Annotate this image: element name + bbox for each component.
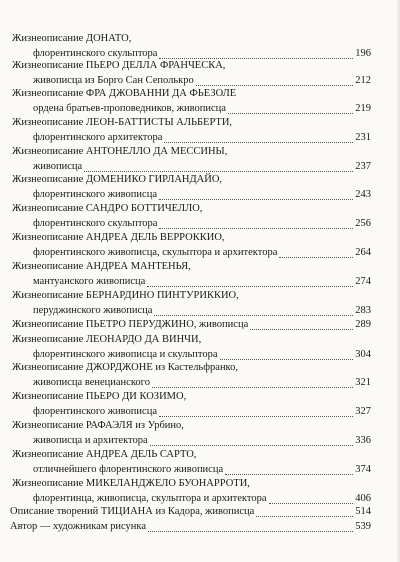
toc-entry-title: Жизнеописание ЛЕОН-БАТТИСТЫ АЛЬБЕРТИ,	[12, 117, 233, 128]
toc-entry-title: Жизнеописание ДОМЕНИКО ГИРЛАНДАЙО,	[12, 174, 223, 185]
dot-leader	[154, 315, 353, 316]
dot-leader	[159, 58, 353, 59]
toc-entry-subtitle: живописца из Борго Сан Сеполькро	[33, 75, 194, 86]
page-edge-shadow	[396, 0, 400, 562]
toc-entry-subtitle: флорентинца, живописца, скульптора и архитектора	[33, 493, 267, 504]
toc-entry-title: Жизнеописание ПЬЕРО ДЕЛЛА ФРАНЧЕСКА,	[12, 60, 226, 71]
toc-entry-title: Жизнеописание ФРА ДЖОВАННИ ДА ФЬЕЗОЛЕ	[12, 88, 237, 99]
toc-entry-subtitle: флорентинского архитектора	[33, 132, 163, 143]
dot-leader	[159, 228, 353, 229]
toc-entry-subtitle: мантуанского живописца	[33, 276, 146, 287]
toc-entry-title: Жизнеописание АНДРЕА ДЕЛЬ ВЕРРОККИО,	[12, 232, 225, 243]
toc-entry-title: Автор — художникам рисунка	[10, 521, 146, 532]
page-number: 219	[355, 103, 371, 114]
page-number: 321	[355, 377, 371, 388]
toc-entry-subtitle: флорентинского скульптора	[33, 48, 158, 59]
toc-entry-subtitle: живописца	[33, 161, 83, 172]
toc-entry-subtitle: ордена братьев-проповедников, живописца	[33, 103, 226, 114]
toc-entry-title: Жизнеописание ПЬЕТРО ПЕРУДЖИНО, живописца	[12, 319, 249, 330]
toc-entry-title: Жизнеописание АНТОНЕЛЛО ДА МЕССИНЫ,	[12, 146, 228, 157]
page-number: 514	[355, 506, 371, 517]
toc-entry-subtitle: флорентинского живописца	[33, 189, 157, 200]
toc-entry-subtitle: флорентинского живописца, скульптора и архитектора	[33, 247, 278, 258]
toc-entry-title: Жизнеописание ЛЕОНАРДО ДА ВИНЧИ,	[12, 334, 202, 345]
page-number: 237	[355, 161, 371, 172]
page-number: 289	[355, 319, 371, 330]
dot-leader	[228, 113, 353, 114]
toc-entry-subtitle: перуджинского живописца	[33, 305, 153, 316]
toc-entry-title: Жизнеописание АНДРЕА МАНТЕНЬЯ,	[12, 261, 191, 272]
dot-leader	[152, 387, 353, 388]
toc-entry-subtitle: флорентинского живописца	[33, 406, 157, 417]
dot-leader	[196, 85, 353, 86]
dot-leader	[250, 329, 353, 330]
toc-entry-title: Жизнеописание АНДРЕА ДЕЛЬ САРТО,	[12, 449, 197, 460]
dot-leader	[256, 516, 353, 517]
dot-leader	[150, 445, 353, 446]
toc-entry-title: Жизнеописание БЕРНАРДИНО ПИНТУРИККИО,	[12, 290, 239, 301]
page-number: 274	[355, 276, 371, 287]
toc-entry-title: Жизнеописание ДЖОРДЖОНЕ из Кастельфранко,	[12, 362, 239, 373]
page-number: 336	[355, 435, 371, 446]
page-number: 196	[355, 48, 371, 59]
toc-entry-subtitle: флорентинского живописца и скульптора	[33, 349, 218, 360]
page-number: 374	[355, 464, 371, 475]
dot-leader	[225, 474, 353, 475]
page-number: 231	[355, 132, 371, 143]
dot-leader	[279, 257, 353, 258]
dot-leader	[159, 416, 353, 417]
toc-entry-title: Жизнеописание САНДРО БОТТИЧЕЛЛО,	[12, 203, 203, 214]
page-number: 256	[355, 218, 371, 229]
page-number: 212	[355, 75, 371, 86]
page-number: 406	[355, 493, 371, 504]
dot-leader	[159, 199, 353, 200]
toc-entry-title: Описание творений ТИЦИАНА из Кадора, живописца	[10, 506, 255, 517]
toc-entry-title: Жизнеописание МИКЕЛАНДЖЕЛО БУОНАРРОТИ,	[12, 478, 250, 489]
page-number: 539	[355, 521, 371, 532]
toc-entry-title: Жизнеописание ДОНАТО,	[12, 33, 132, 44]
page-number: 283	[355, 305, 371, 316]
toc-entry-subtitle: живописца и архитектора	[33, 435, 148, 446]
dot-leader	[220, 359, 353, 360]
dot-leader	[84, 171, 353, 172]
toc-entry-title: Жизнеописание ПЬЕРО ДИ КОЗИМО,	[12, 391, 187, 402]
dot-leader	[164, 142, 353, 143]
page-number: 243	[355, 189, 371, 200]
toc-entry-subtitle: флорентинского скульптора	[33, 218, 158, 229]
page-number: 304	[355, 349, 371, 360]
toc-entry-title: Жизнеописание РАФАЭЛЯ из Урбино,	[12, 420, 184, 431]
page-number: 264	[355, 247, 371, 258]
toc-entry-subtitle: живописца венецианского	[33, 377, 150, 388]
page-number: 327	[355, 406, 371, 417]
toc-entry-subtitle: отличнейшего флорентинского живописца	[33, 464, 224, 475]
dot-leader	[147, 286, 353, 287]
dot-leader	[148, 531, 353, 532]
dot-leader	[269, 503, 353, 504]
